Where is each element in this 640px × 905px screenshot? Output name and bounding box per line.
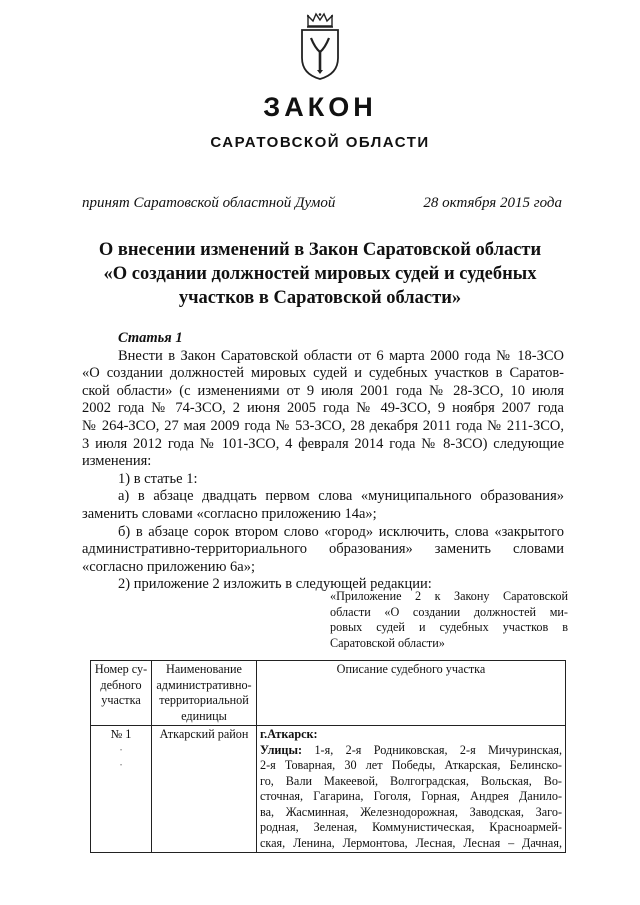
article-line: заменить словами «согласно приложению 14а»; [82,505,377,522]
article-body [82,330,564,594]
article-line: «согласно приложению 6а»; [82,558,255,575]
court-sections-table [90,660,566,853]
column-header-number: Номер су- дебного участка [91,661,152,726]
description-line [260,743,562,759]
article-line: Внести в Закон Саратовской области от 6 марта 2000 года № 18-ЗСО [118,347,564,364]
section-number: № 1 [110,727,132,741]
article-title: Статья 1 [118,330,183,346]
column-header-description: Описание судебного участка [257,661,566,726]
adoption-date: 28 октября 2015 года [423,195,562,211]
appendix-note-line: области «О создании должностей ми- [330,604,568,619]
article-line: административно-территориального образования» заменить словами [82,541,564,558]
saratov-coat-of-arms-icon [296,12,344,80]
appendix-note-line: «Приложение 2 к Закону Саратовской [330,589,568,603]
article-line: б) в абзаце сорок втором слово «город» исключить, слова «закрытого [118,523,564,540]
article-line: «О создании должностей мировых судей и судебных участков в Саратов- [82,365,564,382]
column-header-unit: Наименование административно-территориальной единицы [152,661,257,726]
cell-description [257,726,566,853]
article-line: 3 июля 2012 года № 101-ЗСО, 4 февраля 2014 года № 8-ЗСО) следующие [82,435,564,452]
description-line: го, Вали Макеевой, Волгоградская, Вольская, Во- [260,773,562,788]
description-line: родная, Зеленая, Коммунистическая, Красноармей- [260,820,562,834]
adoption-body: принят Саратовской областной Думой [82,195,336,211]
article-line: ской области» (с изменениями от 9 июля 2001 года № 28-ЗСО, 10 июля [82,382,564,399]
article-line: а) в абзаце двадцать первом слова «муниципального образования» [118,488,564,505]
article-line: изменения: [82,453,152,470]
table-row [91,726,566,853]
law-region: САРАТОВСКОЙ ОБЛАСТИ [210,134,430,151]
description-line: 2-я Товарная, 30 лет Победы, Аткарская, Белинско- [260,758,562,772]
description-line: сточная, Гагарина, Гоголя, Горная, Андрея Данило- [260,789,562,803]
description-line: ская, Ленина, Лермонтова, Лесная, Лесная – Дачная, [260,835,562,850]
margin-marks: · · [118,742,124,772]
article-line: 1) в статье 1: [118,470,198,487]
document-heading [80,238,560,310]
appendix-note-line: ровых судей и судебных участков в [330,620,568,634]
table-header-row [91,661,566,726]
cell-number [91,726,152,853]
streets-label: Улицы: [260,742,303,757]
appendix-note [330,589,568,651]
city-name: г.Аткарск: [260,727,318,741]
heading-line: О внесении изменений в Закон Саратовской области [98,240,542,260]
description-text: 1-я, 2-я Родниковская, 2-я Мичуринская, [314,742,563,757]
appendix-note-line: Саратовской области» [330,635,445,650]
article-line: № 264-ЗСО, 27 мая 2009 года № 53-ЗСО, 28 декабря 2011 года № 211-ЗСО, [82,417,564,434]
law-title: ЗАКОН [263,92,377,122]
description-line: ва, Жасминная, Железнодорожная, Заводская, Заго- [260,804,562,819]
article-line: 2) приложение 2 изложить в следующей редакции: [118,576,432,593]
cell-unit: Аткарский район [152,726,257,853]
heading-line: участков в Саратовской области» [178,288,462,308]
heading-line: «О создании должностей мировых судей и судебных [103,264,537,284]
article-line: 2002 года № 74-ЗСО, 2 июня 2005 года № 49-ЗСО, 9 ноября 2007 года [82,400,564,417]
